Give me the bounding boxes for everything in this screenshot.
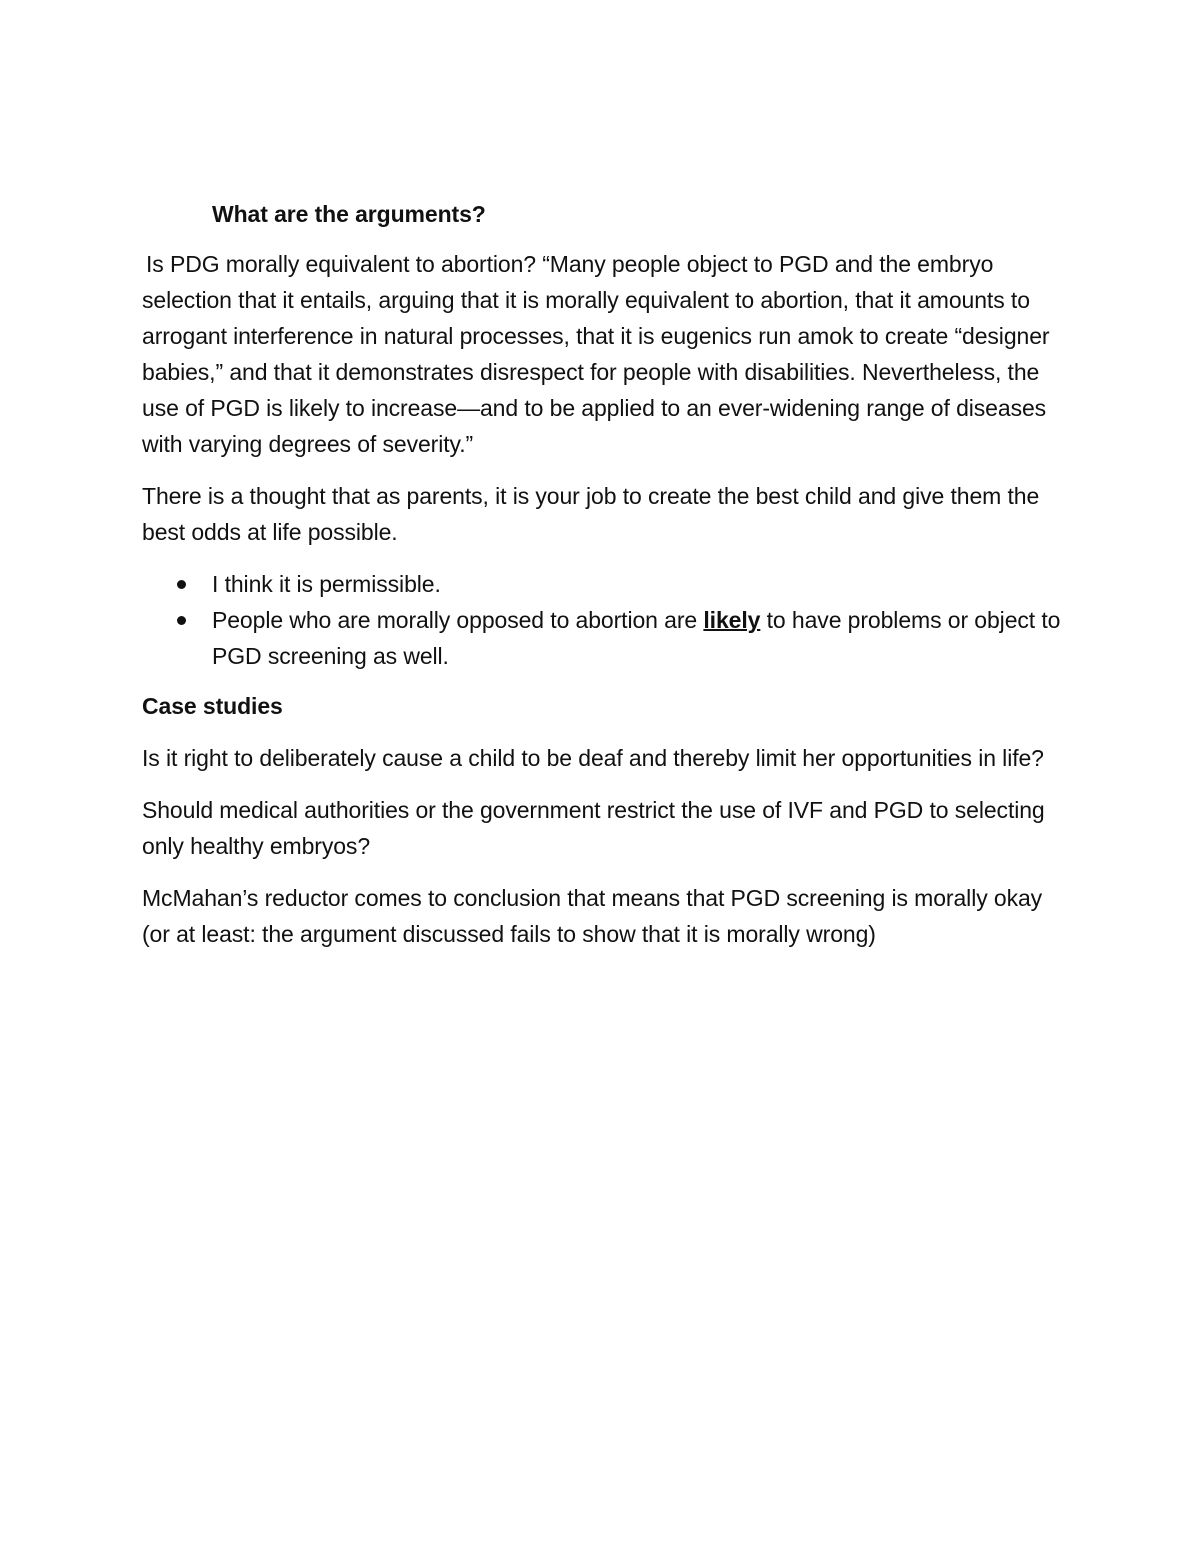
- bullet-emphasis-word: likely: [703, 607, 761, 633]
- bullet-dot-icon: [177, 616, 186, 625]
- bullet-dot-icon: [177, 580, 186, 589]
- case-question-restrict: Should medical authorities or the government restrict the use of IVF and PGD to selecting only healthy embryos?: [142, 797, 1045, 859]
- intro-paragraph: Is PDG morally equivalent to abortion? “Many people object to PGD and the embryo selection that it entails, arguing that it is morally equivalent to abortion, that it amounts to arrogant interference in natural processes, that it is eugenics run amok to create “designer babies,” and that it demonstrates disrespect for people with disabilities. Nevertheless, the use of PGD is likely to increase—and to be applied to an ever-widening range of diseases with varying degrees of severity.”: [142, 251, 1050, 457]
- bullet-text-after: to have problems or object to PGD screening as well.: [212, 607, 1061, 669]
- section-heading-case-studies: Case studies: [142, 693, 283, 719]
- document-body: [142, 196, 1062, 968]
- section-heading-arguments: What are the arguments?: [212, 201, 486, 227]
- thought-paragraph: There is a thought that as parents, it is your job to create the best child and give them the best odds at life possible.: [142, 483, 1040, 545]
- conclusion-paragraph: McMahan’s reductor comes to conclusion that means that PGD screening is morally okay (or at least: the argument discussed fails to show that it is morally wrong): [142, 885, 1043, 947]
- bullet-item-permissible: [142, 566, 1062, 602]
- bullet-text-before: People who are morally opposed to abortion are: [212, 607, 704, 633]
- bullet-item-opposed: [142, 602, 1062, 674]
- case-question-deaf: Is it right to deliberately cause a child to be deaf and thereby limit her opportunities in life?: [142, 745, 1044, 771]
- bullet-text: I think it is permissible.: [212, 571, 441, 597]
- opinion-bullet-list: [142, 566, 1062, 674]
